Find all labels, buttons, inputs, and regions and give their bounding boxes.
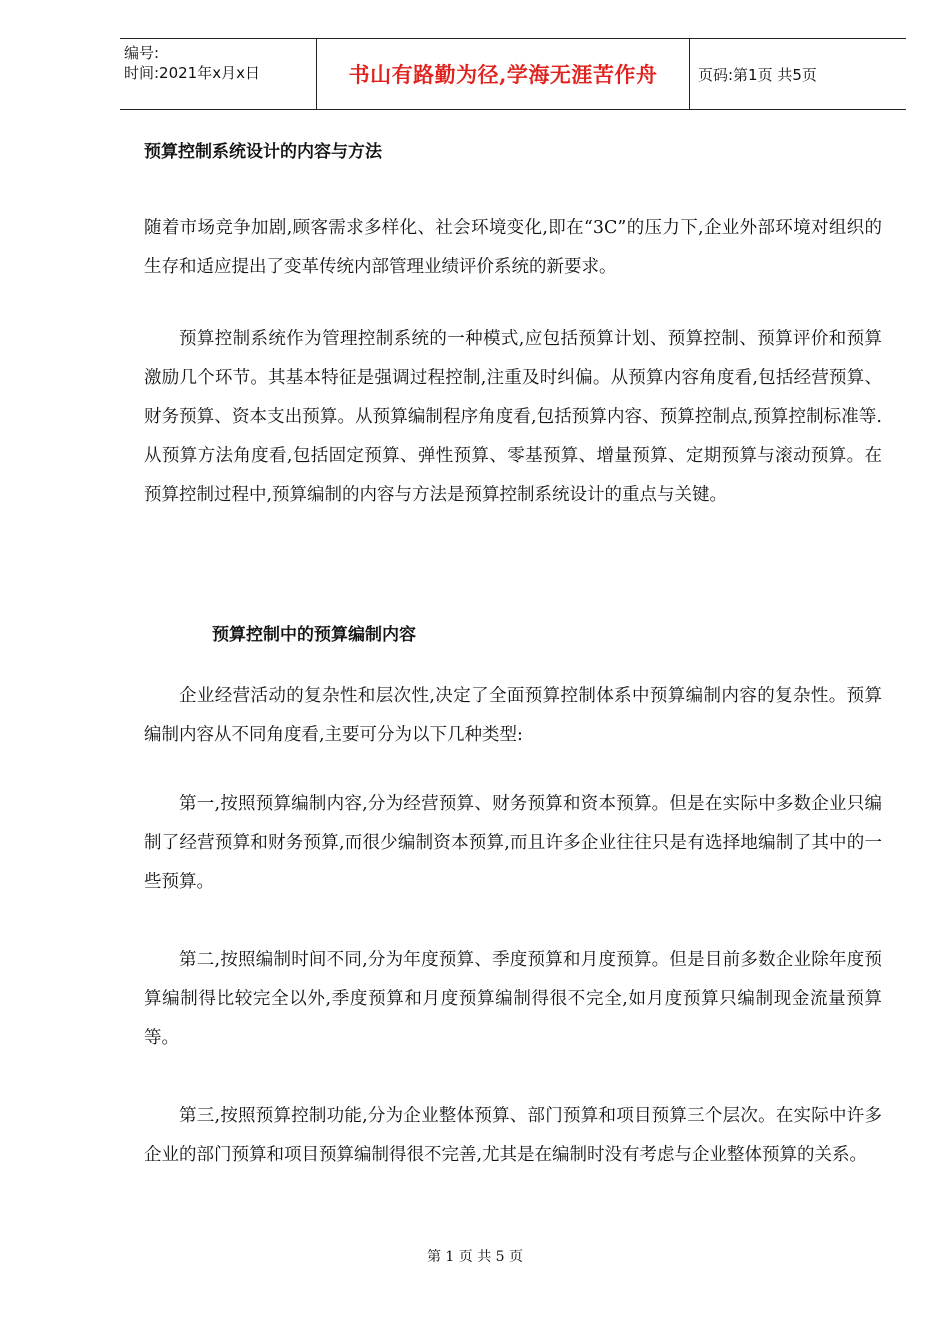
page-label: 页码:第1页 共5页	[698, 65, 817, 84]
header-page-cell	[690, 39, 906, 109]
paragraph-third: 第三,按照预算控制功能,分为企业整体预算、部门预算和项目预算三个层次。在实际中许多企业的部门预算和项目预算编制得很不完善,尤其是在编制时没有考虑与企业整体预算的关系。	[144, 1106, 882, 1165]
paragraph-overview: 预算控制系统作为管理控制系统的一种模式,应包括预算计划、预算控制、预算评价和预算激励几个环节。其基本特征是强调过程控制,注重及时纠偏。从预算内容角度看,包括经营预算、财务预算、资本支出预算。从预算编制程序角度看,包括预算内容、预算控制点,预算控制标准等.从预算方法角度看,包括固定预算、弹性预算、零基预算、增量预算、定期预算与滚动预算。在预算控制过程中,预算编制的内容与方法是预算控制系统设计的重点与关键。	[144, 329, 882, 505]
section-heading: 预算控制中的预算编制内容	[212, 625, 416, 645]
header-meta-cell	[120, 39, 316, 109]
motto-text: 书山有路勤为径,学海无涯苦作舟	[348, 62, 658, 87]
paragraph-section-intro: 企业经营活动的复杂性和层次性,决定了全面预算控制体系中预算编制内容的复杂性。预算编制内容从不同角度看,主要可分为以下几种类型:	[144, 686, 882, 745]
header-table	[120, 38, 906, 110]
time-label: 时间:2021年x月x日	[124, 64, 260, 82]
paragraph-first: 第一,按照预算编制内容,分为经营预算、财务预算和资本预算。但是在实际中多数企业只编制了经营预算和财务预算,而很少编制资本预算,而且许多企业往往只是有选择地编制了其中的一些预算。	[144, 794, 882, 892]
header-motto-cell	[316, 39, 690, 109]
paragraph-intro: 随着市场竞争加剧,顾客需求多样化、社会环境变化,即在“3C”的压力下,企业外部环境对组织的生存和适应提出了变革传统内部管理业绩评价系统的新要求。	[144, 218, 882, 277]
paragraph-second: 第二,按照编制时间不同,分为年度预算、季度预算和月度预算。但是目前多数企业除年度预算编制得比较完全以外,季度预算和月度预算编制得很不完全,如月度预算只编制现金流量预算等。	[144, 950, 882, 1048]
number-label: 编号:	[124, 44, 160, 62]
page-footer: 第 1 页 共 5 页	[426, 1249, 524, 1265]
document-title: 预算控制系统设计的内容与方法	[144, 142, 382, 162]
